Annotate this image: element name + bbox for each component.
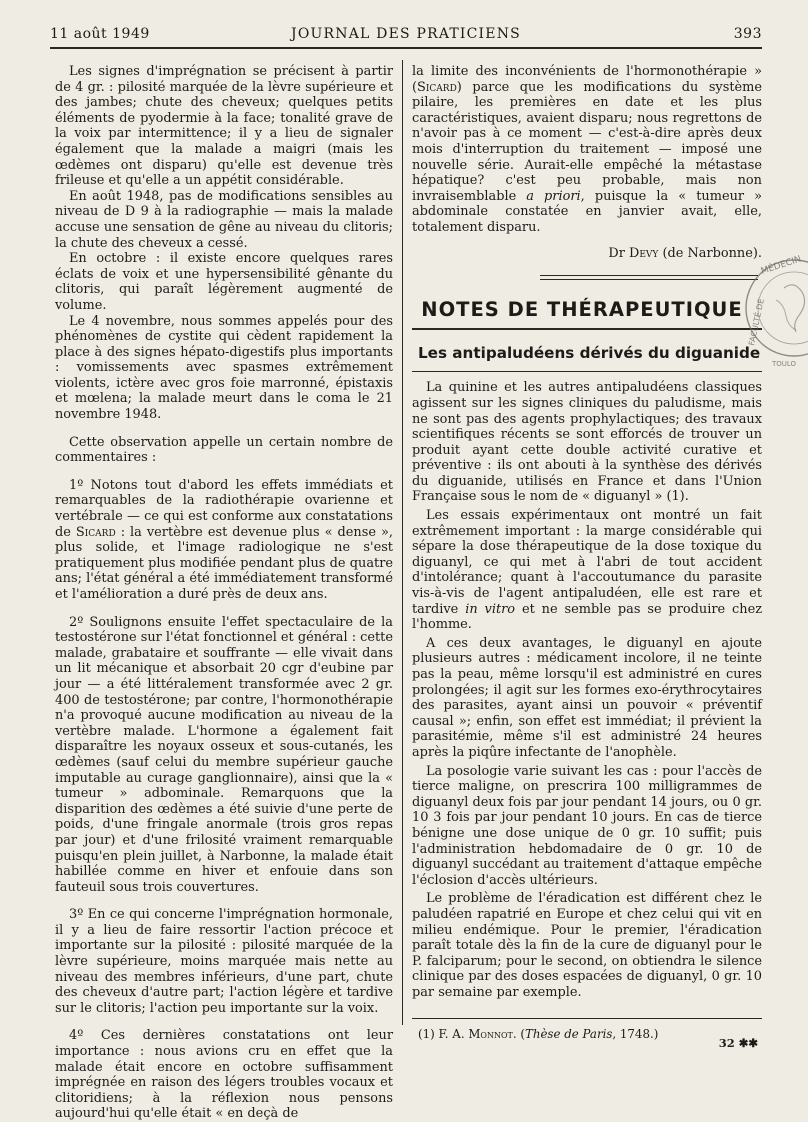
paragraph	[412, 508, 762, 633]
stamp-text-bottom: TOULO	[772, 360, 797, 368]
stamp-text-top: MÉDECIN	[759, 254, 803, 277]
author-signature	[412, 246, 762, 262]
author-name: Sicard	[75, 524, 116, 540]
footnote-author: Monnot	[468, 1027, 513, 1042]
section-title: NOTES DE THÉRAPEUTIQUE	[421, 298, 743, 322]
paragraph: Le 4 novembre, nous sommes appelés pour des phénomènes de cystite qui cèdent rapidement la place à des signes hépato-digestifs plus importants : vomissements avec spasmes extrêmement violents, ictère avec gros foie marronné, épistaxis et mœlena; la malade meurt dans le coma le 21 novembre 1948.	[55, 313, 393, 423]
paragraph: En octobre : il existe encore quelques rares éclats de voix et une hypersensibilité gênante du clitoris, qui paraît légèrement augmenté de volume.	[55, 251, 393, 313]
text-run: 1º Notons tout d'abord les effets immédiats et remarquables de la radiothérapie ovarienne et vertébrale — ce qui est conforme aux constatations de	[55, 477, 393, 540]
section-rule	[412, 328, 762, 330]
italic-text: in vitro	[465, 601, 516, 617]
paragraph	[55, 478, 393, 603]
text-run: , puisque la « tumeur » abdominale constatée en janvier avait, elle, totalement disparu.	[412, 188, 762, 235]
signature-place: (de Narbonne).	[658, 245, 762, 261]
text-run: Les essais expérimentaux ont montré un fait extrêmement important : la marge considérable qui sépare la dose thérapeutique de la dose toxique du diguanyl, ce qui met à l'abri de tout accident d'intolérance; quant à l'accoutumance du parasite vis-à-vis de l'agent antipaludéen, elle est rare et tardive	[412, 508, 762, 617]
paragraph: 3º En ce qui concerne l'imprégnation hormonale, il y a lieu de faire ressortir l'action précoce et importante sur la pilosité : pilosité marquée de la lèvre supérieure, moins marquée mais nette au niveau des membres inférieurs, d'une part, chute des cheveux d'autre part; l'action légère et tardive sur le clitoris; l'action peu importante sur la voix.	[55, 907, 393, 1016]
text-run: . (	[512, 1027, 525, 1042]
italic-text: a priori	[526, 188, 581, 204]
paragraph: A ces deux avantages, le diguanyl en ajoute plusieurs autres : médicament incolore, il ne teinte pas la peau, même lorsqu'il est administré en cures prolongées; il agit sur les formes exo-érythrocytaires des parasites, ayant ainsi un pouvoir « préventif causal »; enfin, son effet est immédiat; il prévient la parasitémie, même s'il est administré 24 heures après la piqûre infectante de l'anophèle.	[412, 635, 762, 760]
paragraph: Les signes d'imprégnation se précisent à partir de 4 gr. : pilosité marquée de la lèvre supérieure et des jambes; chute des cheveux; quelques petits éléments de pyodermie à la face; tonalité grave de la voix par intermittence; il y a lieu de signaler également que la malade a maigri (mais les œdèmes ont disparu) qu'elle est devenue très frileuse et qu'elle a un appétit considérable.	[55, 64, 393, 189]
text-run: : la vertèbre est devenue plus « dense », plus solide, et l'image radiologique ne s'est pratiquement plus modifiée pendant plus de quatre ans; l'état général a été immédiatement transformé et l'amélioration a duré près de deux ans.	[55, 524, 393, 602]
paragraph: 4º Ces dernières constatations ont leur importance : nous avions cru en effet que la malade était encore en octobre suffisamment imprégnée en raison des légers troubles vocaux et clitoridiens; à la réflexion nous pensons aujourd'hui qu'elle était « en deçà de	[55, 1028, 393, 1122]
text-run: ) parce que les modifications du système pilaire, les premières en date et les plus caractéristiques, avaient disparu; nous regrettons de n'avoir pas à ce moment — c'est-à-dire après deux mois d'interruption du traitement — imposé une nouvelle série. Aurait-elle empêché la métastase hépatique? c'est peu probable, mais non invraisemblable	[412, 79, 762, 204]
column-divider	[402, 60, 403, 1025]
paragraph: La quinine et les autres antipaludéens classiques agissent sur les signes cliniques du paludisme, mais ne sont pas des agents prophylactiques; des travaux scientifiques récents se sont efforcés de trouver un produit ayant cette double activité curative et préventive : ils ont abouti à la synthèse des dérivés du diguanide, utilisés en France et dans l'Union Française sous le nom de « diguanyl » (1).	[412, 380, 762, 505]
journal-title: JOURNAL DES PRATICIENS	[291, 26, 521, 42]
printer-signature-mark: 32 ✱✱	[718, 1036, 758, 1050]
text-run: et ne semble pas se produire chez l'homme.	[412, 601, 762, 633]
article-rule	[412, 371, 762, 372]
page-number: 393	[733, 26, 762, 42]
paragraph: 2º Soulignons ensuite l'effet spectaculaire de la testostérone sur l'état fonctionnel et général : cette malade, grabataire et souffrante — elle vivait dans un lit mécanique et absorbait 20 cgr d'eubine par jour — a été littéralement transformée avec 2 gr. 400 de testostérone; par contre, l'hormonothérapie n'a provoqué aucune modification au niveau de la vertèbre malade. L'hormone a également fait disparaître les noyaux osseux et sous-cutanés, les œdèmes (sauf celui du membre supérieur gauche imputable au curage ganglionnaire), ainsi que la « tumeur » adbominale. Remarquons que la disparition des œdèmes a été suivie d'une perte de poids, d'une fringale anormale (trois gros repas par jour) et d'une frilosité vraiment remarquable puisqu'en plein juillet, à Narbonne, la malade était habillée comme en hiver et enfouie dans son fauteuil sous trois couvertures.	[55, 614, 393, 895]
signature-prefix: Dr	[608, 245, 630, 261]
footnote-rule	[412, 1018, 762, 1019]
paragraph: En août 1948, pas de modifications sensibles au niveau de D 9 à la radiographie — mais la malade accuse une sensation de gêne au niveau du clitoris; la chute des cheveux a cessé.	[55, 188, 393, 251]
italic-text: Thèse de Paris	[524, 1027, 613, 1042]
header-rule	[50, 47, 762, 49]
issue-date: 11 août 1949	[50, 26, 150, 42]
paragraph: Cette observation appelle un certain nombre de commentaires :	[55, 434, 393, 466]
text-run: la limite des inconvénients de l'hormonothérapie » (	[412, 64, 762, 95]
left-column	[55, 64, 393, 1122]
ornamental-rule	[540, 275, 758, 280]
signature-name: Devy	[629, 245, 659, 261]
right-column	[412, 64, 762, 1042]
paragraph: Le problème de l'éradication est différent chez le paludéen rapatrié en Europe et chez celui qui vit en milieu endémique. Pour le premier, l'éradication paraît totale dès la fin de la cure de diguanyl pour le P. falciparum; pour le second, on obtiendra le silence clinique par des doses espacées de diguanyl, 0 gr. 10 par semaine par exemple.	[412, 891, 762, 1000]
text-run: (1) F. A.	[418, 1027, 469, 1042]
footnote	[412, 1027, 762, 1043]
article-title: Les antipaludéens dérivés du diguanide	[418, 343, 761, 362]
stamp-text-left: FACULTÉ DE	[747, 297, 766, 347]
author-name: Sicard	[417, 79, 457, 95]
paragraph	[412, 64, 762, 236]
paragraph: La posologie varie suivant les cas : pour l'accès de tierce maligne, on prescrira 100 milligrammes de diguanyl deux fois par jour pendant 14 jours, ou 0 gr. 10 3 fois par jour pendant 10 jours. En cas de tierce bénigne une dose unique de 0 gr. 10 suffit; puis l'administration hebdomadaire de 0 gr. 10 de diguanyl succédant au traitement d'attaque empêche l'éclosion d'accès ultérieurs.	[412, 763, 762, 888]
text-run: , 1748.)	[612, 1027, 659, 1042]
